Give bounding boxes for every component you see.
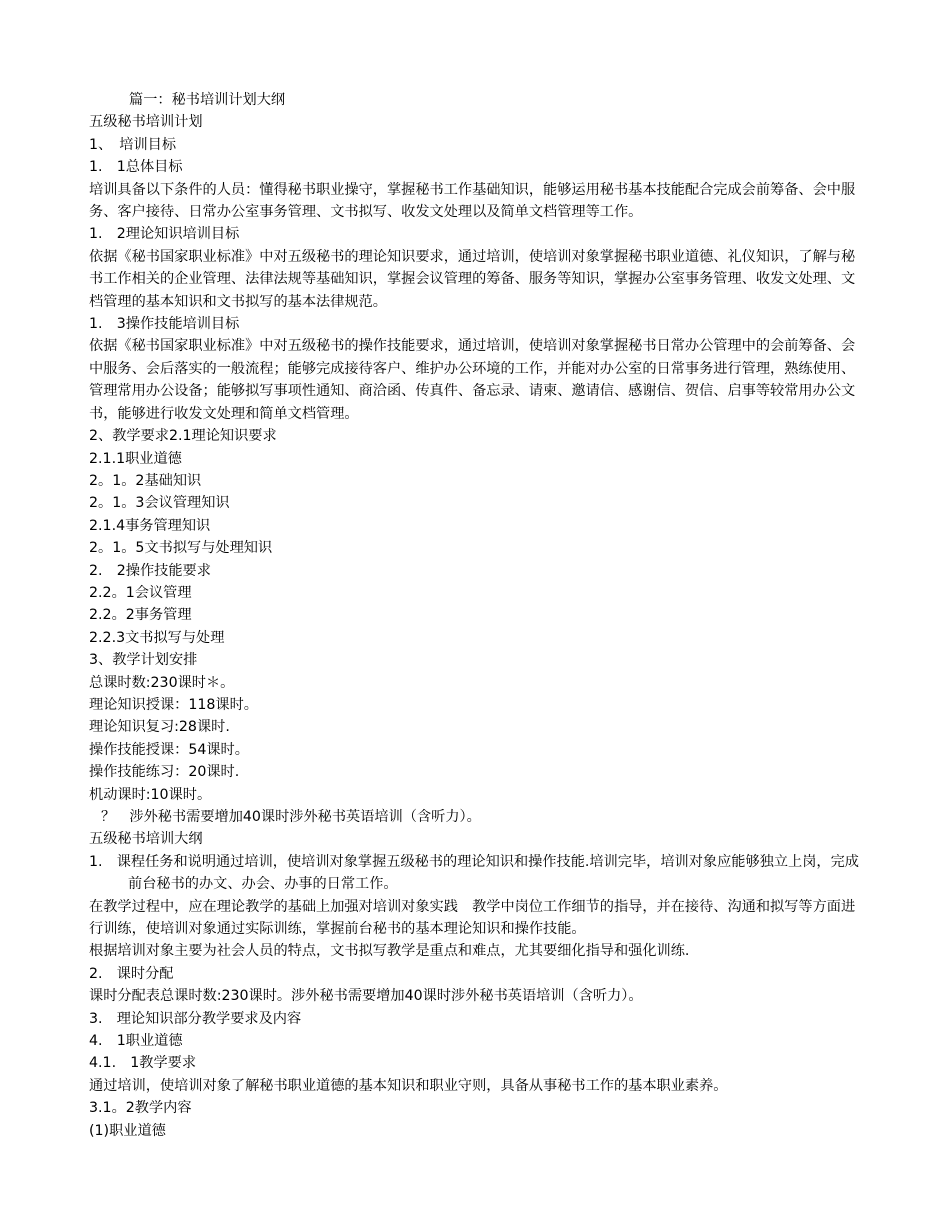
schedule-item: 总课时数:230课时＊。 [89,674,235,691]
subsection-heading: 1. 2理论知识培训目标 [89,226,240,243]
list-item: 2。1。2基础知识 [89,472,202,489]
paragraph: 培训具备以下条件的人员：懂得秘书职业操守，掌握秘书工作基础知识，能够运用秘书基本技能配合完成会前筹备、会中服务、客户接待、日常办公室事务管理、文书拟写、收发文处理以及简单文档管理等工作。 [89,181,856,221]
schedule-item: 操作技能授课：54课时。 [89,741,249,758]
section-heading: 3、教学计划安排 [89,652,198,669]
schedule-item: 理论知识授课：118课时。 [89,696,258,713]
paragraph: 1. 课程任务和说明通过培训，使培训对象掌握五级秘书的理论知识和操作技能.培训完毕，培训对象应能够独立上岗，完成前台秘书的办文、办会、办事的日常工作。 [89,853,859,893]
section-heading: 2、教学要求2.1理论知识要求 [89,428,277,445]
paragraph: 依据《秘书国家职业标准》中对五级秘书的理论知识要求，通过培训，使培训对象掌握秘书职业道德、礼仪知识，了解与秘书工作相关的企业管理、法律法规等基础知识，掌握会议管理的筹备、服务等知识，掌握办公室事务管理、收发文处理、文档管理的基本知识和文书拟写的基本法律规范。 [89,248,856,310]
list-item: 2。1。3会议管理知识 [89,495,230,512]
list-item: 2.2。2事务管理 [89,607,192,624]
paragraph: 根据培训对象主要为社会人员的特点，文书拟写教学是重点和难点，尤其要细化指导和强化训练. [89,943,690,960]
schedule-item: 理论知识复习:28课时. [89,719,230,736]
document-body [89,89,869,1142]
list-item: (1)职业道德 [89,1122,166,1139]
list-item: 2.1.4事务管理知识 [89,517,211,534]
subsection-heading: 1. 1总体目标 [89,159,183,176]
subsection-heading: 4. 1职业道德 [89,1033,183,1050]
subsection-heading: 2. 2操作技能要求 [89,562,211,579]
document-title: 篇一：秘书培训计划大纲 [129,92,286,108]
paragraph: 在教学过程中，应在理论教学的基础上加强对培训对象实践 教学中岗位工作细节的指导，并在接待、沟通和拟写等方面进行训练，使培训对象通过实际训练，掌握前台秘书的基本理论知识和操作技能。 [89,898,856,938]
paragraph: 依据《秘书国家职业标准》中对五级秘书的操作技能要求，通过培训，使培训对象掌握秘书日常办公管理中的会前筹备、会中服务、会后落实的一般流程；能够完成接待客户、维护办公环境的工作，并能对办公室的日常事务进行管理，熟练使用、管理常用办公设备；能够拟写事项性通知、商洽函、传真件、备忘录、请柬、邀请信、感谢信、贺信、启事等较常用办公文书，能够进行收发文处理和简单文档管理。 [89,338,856,422]
paragraph: 通过培训，使培训对象了解秘书职业道德的基本知识和职业守则，具备从事秘书工作的基本职业素养。 [89,1077,728,1094]
list-item: 2.1.1职业道德 [89,450,182,467]
section-heading: 2. 课时分配 [89,965,174,982]
subsection-heading: 3.1。2教学内容 [89,1100,192,1117]
plan-heading: 五级秘书培训计划 [89,114,203,131]
subsection-heading: 1. 3操作技能培训目标 [89,316,240,333]
list-item: 2.2。1会议管理 [89,584,192,601]
section-heading: 3. 理论知识部分教学要求及内容 [89,1010,302,1027]
outline-heading: 五级秘书培训大纲 [89,831,203,848]
schedule-item: 操作技能练习：20课时. [89,764,240,781]
list-item: 2.2.3文书拟写与处理 [89,629,225,646]
subsection-heading: 4.1. 1教学要求 [89,1055,197,1072]
schedule-note: ？ 涉外秘书需要增加40课时涉外秘书英语培训（含听力）。 [101,809,481,825]
section-heading: 1、 培训目标 [89,136,177,153]
list-item: 2。1。5文书拟写与处理知识 [89,540,273,557]
paragraph: 课时分配表总课时数:230课时。涉外秘书需要增加40课时涉外秘书英语培训（含听力）。 [89,988,643,1005]
schedule-item: 机动课时:10课时。 [89,786,212,803]
